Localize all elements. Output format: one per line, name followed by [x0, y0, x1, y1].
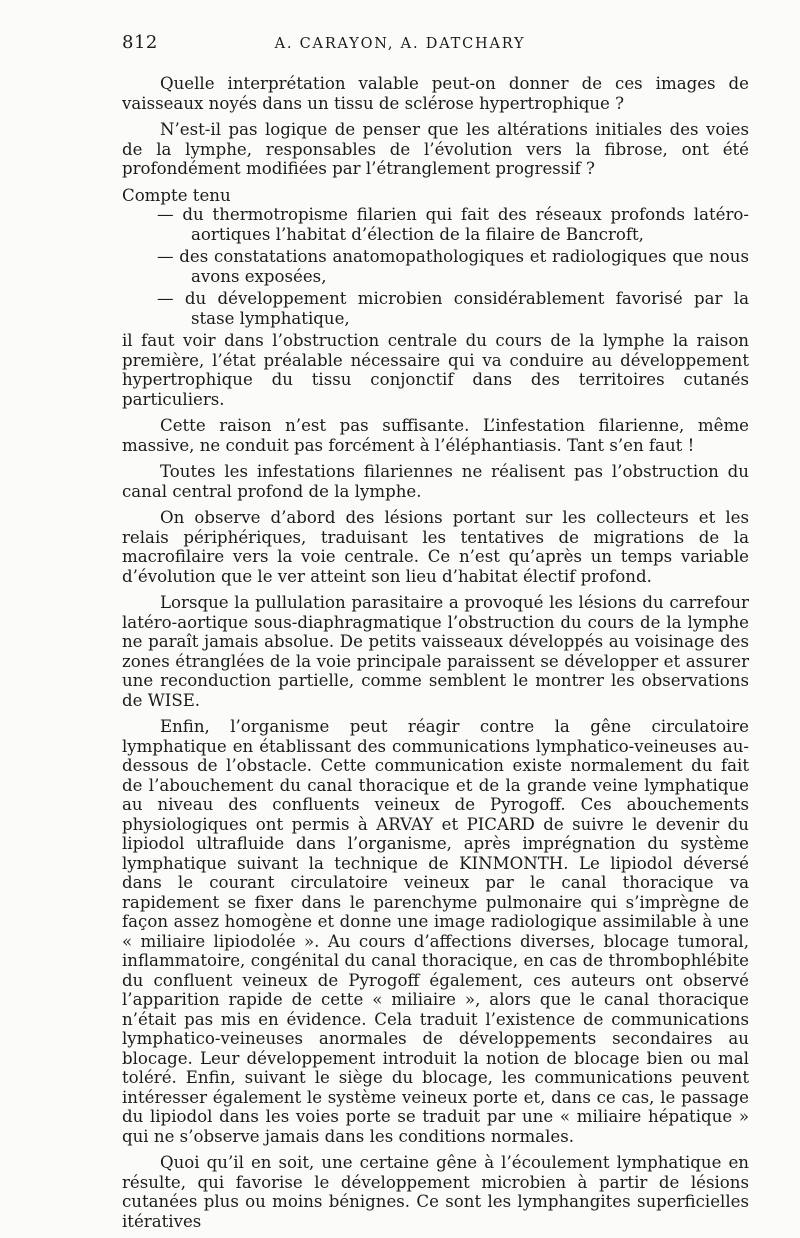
body-text	[122, 74, 749, 1238]
paragraph: Quelle interprétation valable peut-on donner de ces images de vaisseaux noyés dans un tissu de sclérose hypertrophique ?	[122, 74, 749, 113]
list-item: — du thermotropisme filarien qui fait des réseaux profonds latéro-aortiques l’habitat d’élection de la filaire de Bancroft,	[157, 205, 749, 244]
page-header	[0, 32, 800, 60]
paragraph: Quoi qu’il en soit, une certaine gêne à l’écoulement lymphatique en résulte, qui favorise le développement microbien à partir de lésions cutanées plus ou moins bénignes. Ce sont les lymphangites superficielles itératives	[122, 1153, 749, 1231]
dash-list	[122, 205, 749, 328]
paragraph: Toutes les infestations filariennes ne réalisent pas l’obstruction du canal central profond de la lymphe.	[122, 462, 749, 501]
list-item: — du développement microbien considérablement favorisé par la stase lymphatique,	[157, 289, 749, 328]
paragraph: On observe d’abord des lésions portant sur les collecteurs et les relais périphériques, traduisant les tentatives de migrations de la macrofilaire vers la voie centrale. Ce n’est qu’après un temps variable d’évolution que le ver atteint son lieu d’habitat électif profond.	[122, 508, 749, 586]
paragraph: Lorsque la pullulation parasitaire a provoqué les lésions du carrefour latéro-aortique sous-diaphragmatique l’obstruction du cours de la lymphe ne paraît jamais absolue. De petits vaisseaux développés au voisinage des zones étranglées de la voie principale paraissent se développer et assurer une reconduction partielle, comme semblent le montrer les observations de WISE.	[122, 593, 749, 710]
list-item: — des constatations anatomopathologiques et radiologiques que nous avons exposées,	[157, 247, 749, 286]
page-number: 812	[122, 32, 158, 53]
running-head: A. CARAYON, A. DATCHARY	[274, 36, 526, 52]
paragraph: Cette raison n’est pas suffisante. L’infestation filarienne, même massive, ne conduit pas forcément à l’éléphantiasis. Tant s’en faut !	[122, 416, 749, 455]
paragraph: N’est-il pas logique de penser que les altérations initiales des voies de la lymphe, responsables de l’évolution vers la fibrose, ont été profondément modifiées par l’étranglement progressif ?	[122, 120, 749, 178]
list-conclusion: il faut voir dans l’obstruction centrale du cours de la lymphe la raison première, l’état préalable nécessaire qui va conduire au développement hypertrophique du tissu conjonctif dans des territoires cutanés particuliers.	[122, 331, 749, 409]
list-intro: Compte tenu	[122, 185, 231, 205]
paragraph: Enfin, l’organisme peut réagir contre la gêne circulatoire lymphatique en établissant des communications lymphatico-veineuses au-dessous de l’obstacle. Cette communication existe normalement du fait de l’abouchement du canal thoracique et de la grande veine lymphatique au niveau des confluents veineux de Pyrogoff. Ces abouchements physiologiques ont permis à ARVAY et PICARD de suivre le devenir du lipiodol ultrafluide dans l’organisme, après imprégnation du système lymphatique suivant la technique de KINMONTH. Le lipiodol déversé dans le courant circulatoire veineux par le canal thoracique va rapidement se fixer dans le parenchyme pulmonaire qui s’imprègne de façon assez homogène et donne une image radiologique assimilable à une « miliaire lipiodolée ». Au cours d’affections diverses, blocage tumoral, inflammatoire, congénital du canal thoracique, en cas de thrombophlébite du confluent veineux de Pyrogoff également, ces auteurs ont observé l’apparition rapide de cette « miliaire », alors que le canal thoracique n’était pas mis en évidence. Cela traduit l’existence de communications lymphatico-veineuses anormales de développements secondaires au blocage. Leur développement introduit la notion de blocage bien ou mal toléré. Enfin, suivant le siège du blocage, les communications peuvent intéresser également le système veineux porte et, dans ce cas, le passage du lipiodol dans les voies porte se traduit par une « miliaire hépatique » qui ne s’observe jamais dans les conditions normales.	[122, 717, 749, 1146]
